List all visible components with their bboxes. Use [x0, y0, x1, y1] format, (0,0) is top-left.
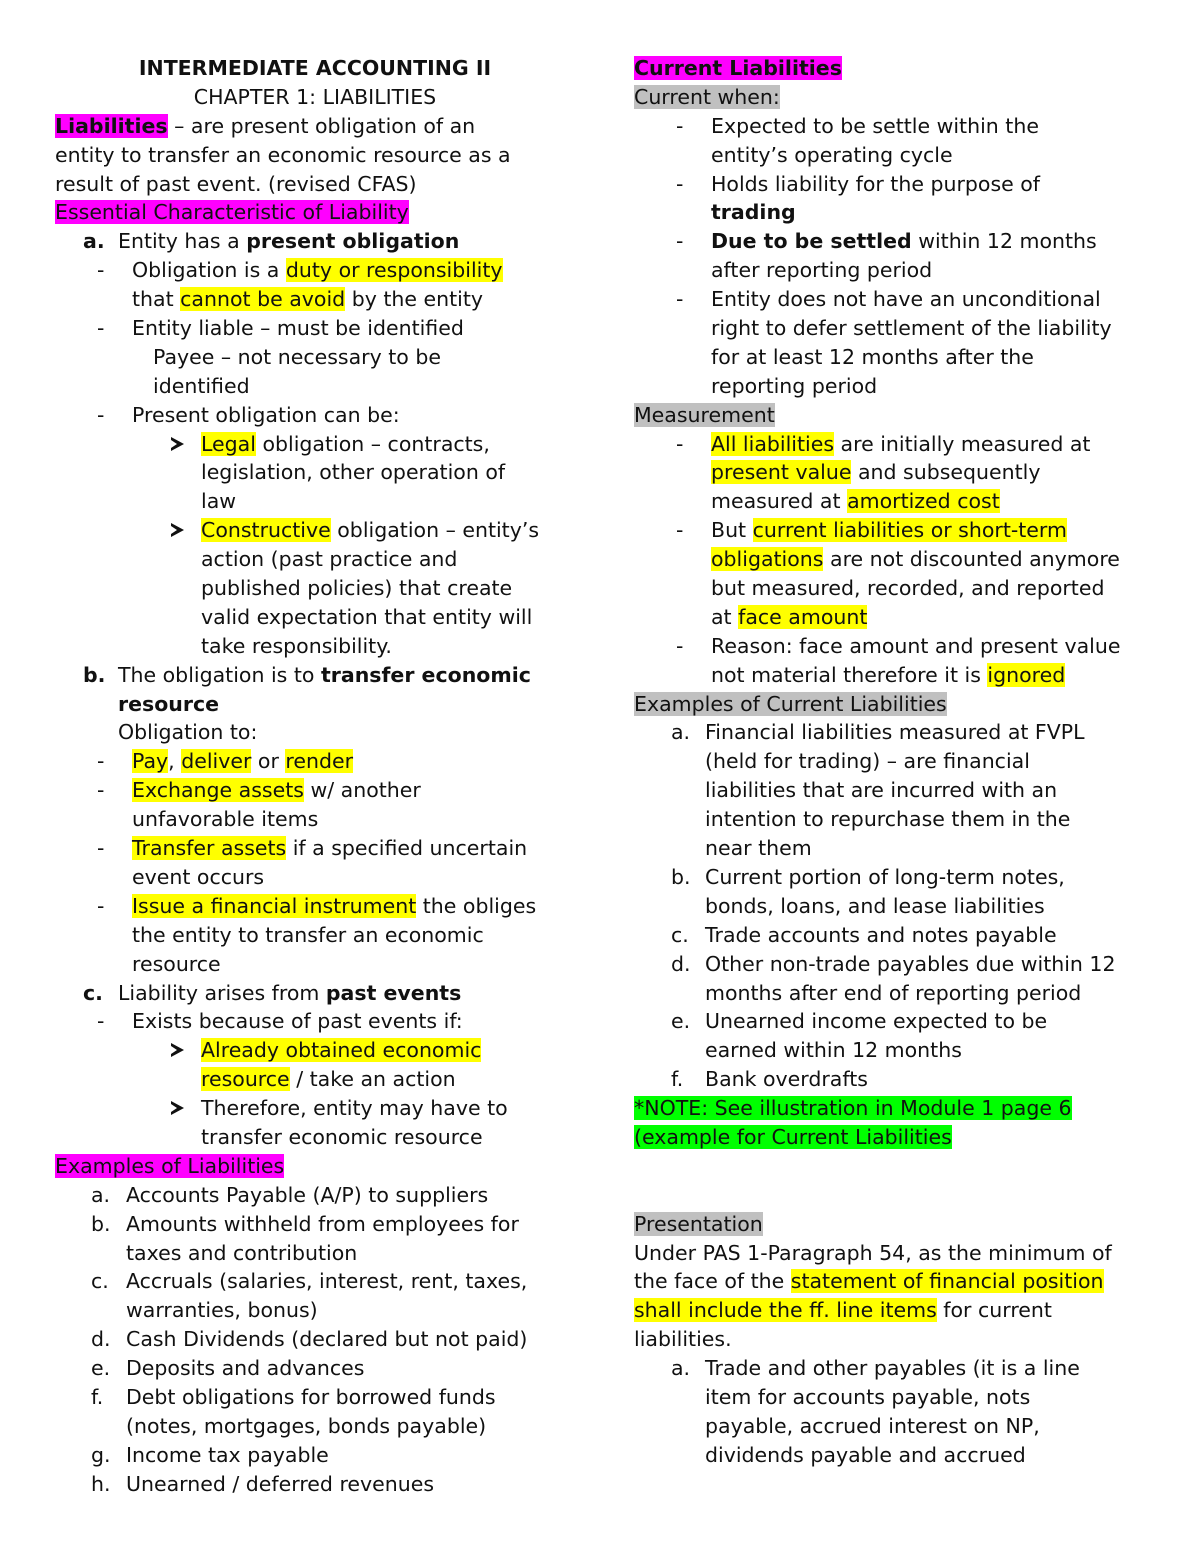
- list-marker: f.: [91, 1384, 104, 1409]
- bullet-item: unfavorable items: [132, 807, 319, 832]
- bullet-item: - Holds liability for the purpose of: [676, 171, 1041, 196]
- list-marker: a.: [91, 1182, 111, 1207]
- list-item-text: Amounts withheld from employees for: [126, 1211, 519, 1236]
- list-item: item for accounts payable, nots: [705, 1384, 1031, 1409]
- list-item: [634, 979, 1164, 1008]
- definition-line: result of past event. (revised CFAS): [55, 171, 417, 196]
- paragraph-line: shall include the ff. line items for current: [634, 1298, 1052, 1323]
- bullet-item: at face amount: [711, 604, 868, 629]
- list-item: [634, 1036, 1164, 1065]
- list-item: [634, 776, 1164, 805]
- list-item: [55, 1354, 575, 1383]
- arrow-item-constructive: Constructive obligation – entity’s: [201, 518, 540, 543]
- list-marker: b.: [671, 864, 691, 889]
- bullet-item: - Reason: face amount and present value: [676, 633, 1121, 658]
- bullet-item: identified: [153, 373, 250, 398]
- bullet-item: but measured, recorded, and reported: [711, 576, 1105, 601]
- list-item: [634, 863, 1164, 892]
- bullet-item: - Exchange assets w/ another: [97, 778, 421, 803]
- list-item: [55, 1470, 575, 1499]
- paragraph-line: the face of the statement of financial position: [634, 1269, 1104, 1294]
- list-item: [634, 1007, 1164, 1036]
- bullet-item: for at least 12 months after the: [711, 344, 1034, 369]
- bullet-item: present value and subsequently: [711, 460, 1041, 485]
- bullet-item: not material therefore it is ignored: [711, 662, 1066, 687]
- paragraph-line: liabilities.: [634, 1327, 732, 1352]
- list-item: [634, 921, 1164, 950]
- current-examples-list: [634, 718, 1164, 1094]
- list-item: [55, 1239, 575, 1268]
- list-item: [55, 1325, 575, 1354]
- list-item-text: Deposits and advances: [126, 1356, 365, 1381]
- term-liabilities: Liabilities: [55, 113, 168, 138]
- list-item: [55, 1296, 575, 1325]
- list-item-text: Unearned income expected to be: [705, 1009, 1048, 1034]
- list-marker: d.: [671, 951, 691, 976]
- note-line: (example for Current Liabilities: [634, 1124, 952, 1149]
- list-item: [55, 1181, 575, 1210]
- list-item-text: Cash Dividends (declared but not paid): [126, 1327, 528, 1352]
- list-item-text: Income tax payable: [126, 1442, 329, 1467]
- list-marker: a.: [671, 720, 691, 745]
- bullet-item: resource: [132, 951, 221, 976]
- definition-line: Liabilities – are present obligation of an: [55, 113, 476, 138]
- paragraph-line: Under PAS 1-Paragraph 54, as the minimum of: [634, 1240, 1112, 1265]
- list-item-b: resource: [118, 691, 220, 716]
- document-title: INTERMEDIATE ACCOUNTING II: [138, 56, 492, 80]
- bullet-item: - Obligation is a duty or responsibility: [97, 258, 503, 283]
- examples-list: [55, 1181, 575, 1499]
- list-item: [634, 718, 1164, 747]
- list-item-text: warranties, bonus): [126, 1298, 318, 1323]
- list-item-text: intention to repurchase them in the: [705, 807, 1071, 832]
- arrow-item-constructive: published policies) that create: [201, 576, 513, 601]
- list-marker: h.: [91, 1471, 111, 1496]
- list-item: dividends payable and accrued: [705, 1442, 1026, 1467]
- list-item-text: Other non-trade payables due within 12: [705, 951, 1116, 976]
- list-item-text: months after end of reporting period: [705, 980, 1082, 1005]
- subheading-measurement: Measurement: [634, 402, 775, 427]
- list-item-text: Debt obligations for borrowed funds: [126, 1384, 496, 1409]
- list-item-text: earned within 12 months: [705, 1038, 962, 1063]
- list-item-text: bonds, loans, and lease liabilities: [705, 893, 1045, 918]
- list-marker: c.: [91, 1269, 109, 1294]
- list-item-text: Financial liabilities measured at FVPL: [705, 720, 1085, 745]
- list-item-b: Obligation to:: [118, 720, 258, 745]
- list-item-text: Unearned / deferred revenues: [126, 1471, 435, 1496]
- list-item: [55, 1267, 575, 1296]
- bullet-item: - Transfer assets if a specified uncertain: [97, 836, 528, 861]
- subheading-current-when: Current when:: [634, 84, 780, 109]
- right-column: [634, 54, 1164, 1470]
- list-item-text: Bank overdrafts: [705, 1067, 868, 1092]
- definition-line: entity to transfer an economic resource as a: [55, 142, 511, 167]
- arrow-item-legal: law: [201, 489, 237, 514]
- list-marker: f.: [671, 1067, 684, 1092]
- list-marker: e.: [671, 1009, 691, 1034]
- arrow-item-constructive: take responsibility.: [201, 633, 392, 658]
- bullet-item: right to defer settlement of the liability: [711, 316, 1112, 341]
- bullet-item: measured at amortized cost: [711, 489, 1000, 514]
- list-item-text: Accruals (salaries, interest, rent, taxes,: [126, 1269, 528, 1294]
- list-item-c: c. Liability arises from past events: [83, 980, 462, 1005]
- section-heading-examples: Examples of Liabilities: [55, 1153, 285, 1178]
- list-item: [634, 747, 1164, 776]
- bullet-item: - Issue a financial instrument the obliges: [97, 893, 537, 918]
- bullet-item: after reporting period: [711, 258, 933, 283]
- list-item: [55, 1412, 575, 1441]
- bullet-item: - Entity does not have an unconditional: [676, 287, 1101, 312]
- list-item-a: a. Entity has a present obligation: [83, 229, 460, 254]
- bullet-item: trading: [711, 200, 796, 225]
- section-heading-current: Current Liabilities: [634, 56, 842, 80]
- list-item-b: b. The obligation is to transfer economic: [83, 662, 531, 687]
- section-heading-essential: Essential Characteristic of Liability: [55, 200, 409, 225]
- bullet-item: - Pay, deliver or render: [97, 749, 354, 774]
- bullet-item: the entity to transfer an economic: [132, 922, 484, 947]
- list-item-text: (held for trading) – are financial: [705, 749, 1030, 774]
- subheading-examples-current: Examples of Current Liabilities: [634, 691, 947, 716]
- bullet-item: that cannot be avoid by the entity: [132, 287, 484, 312]
- bullet-item: - Exists because of past events if:: [97, 1009, 463, 1034]
- chapter-title: CHAPTER 1: LIABILITIES: [193, 84, 437, 109]
- list-marker: c.: [671, 922, 689, 947]
- list-item: [55, 1383, 575, 1412]
- list-item-text: liabilities that are incurred with an: [705, 778, 1058, 803]
- list-item-text: (notes, mortgages, bonds payable): [126, 1413, 487, 1438]
- bullet-item: - Due to be settled within 12 months: [676, 229, 1097, 254]
- list-item-text: taxes and contribution: [126, 1240, 358, 1265]
- list-item: [55, 1210, 575, 1239]
- bullet-item: entity’s operating cycle: [711, 142, 953, 167]
- list-marker: e.: [91, 1356, 111, 1381]
- arrow-item: Therefore, entity may have to: [201, 1096, 508, 1121]
- list-item: [634, 950, 1164, 979]
- list-item: [634, 805, 1164, 834]
- list-item-text: Trade accounts and notes payable: [705, 922, 1057, 947]
- list-item: [55, 1441, 575, 1470]
- bullet-item: - Entity liable – must be identified: [97, 316, 464, 341]
- left-column: [55, 54, 575, 1499]
- bullet-item: obligations are not discounted anymore: [711, 547, 1120, 572]
- list-marker: g.: [91, 1442, 111, 1467]
- arrow-item: Already obtained economic: [201, 1038, 482, 1063]
- list-item-text: Current portion of long-term notes,: [705, 864, 1065, 889]
- arrow-item-legal: legislation, other operation of: [201, 460, 506, 485]
- bullet-item: - Expected to be settle within the: [676, 113, 1039, 138]
- arrow-item-constructive: valid expectation that entity will: [201, 604, 533, 629]
- bullet-item: Payee – not necessary to be: [153, 344, 441, 369]
- list-marker: d.: [91, 1327, 111, 1352]
- list-item: [634, 892, 1164, 921]
- bullet-item: - Present obligation can be:: [97, 402, 400, 427]
- bullet-item: reporting period: [711, 373, 878, 398]
- subheading-presentation: Presentation: [634, 1211, 763, 1236]
- list-item-text: Accounts Payable (A/P) to suppliers: [126, 1182, 489, 1207]
- arrow-item-constructive: action (past practice and: [201, 547, 458, 572]
- bullet-item: - All liabilities are initially measured at: [676, 431, 1091, 456]
- bullet-item: event occurs: [132, 864, 265, 889]
- arrow-item: resource / take an action: [201, 1067, 456, 1092]
- list-item: [634, 1065, 1164, 1094]
- list-item: [634, 834, 1164, 863]
- note-line: *NOTE: See illustration in Module 1 page 6: [634, 1096, 1072, 1121]
- list-item: a. Trade and other payables (it is a line: [671, 1356, 1080, 1381]
- list-item: payable, accrued interest on NP,: [705, 1413, 1040, 1438]
- list-item-text: near them: [705, 836, 812, 861]
- arrow-item: transfer economic resource: [201, 1124, 483, 1149]
- list-marker: b.: [91, 1211, 111, 1236]
- arrow-item-legal: Legal obligation – contracts,: [201, 431, 490, 456]
- bullet-item: - But current liabilities or short-term: [676, 518, 1067, 543]
